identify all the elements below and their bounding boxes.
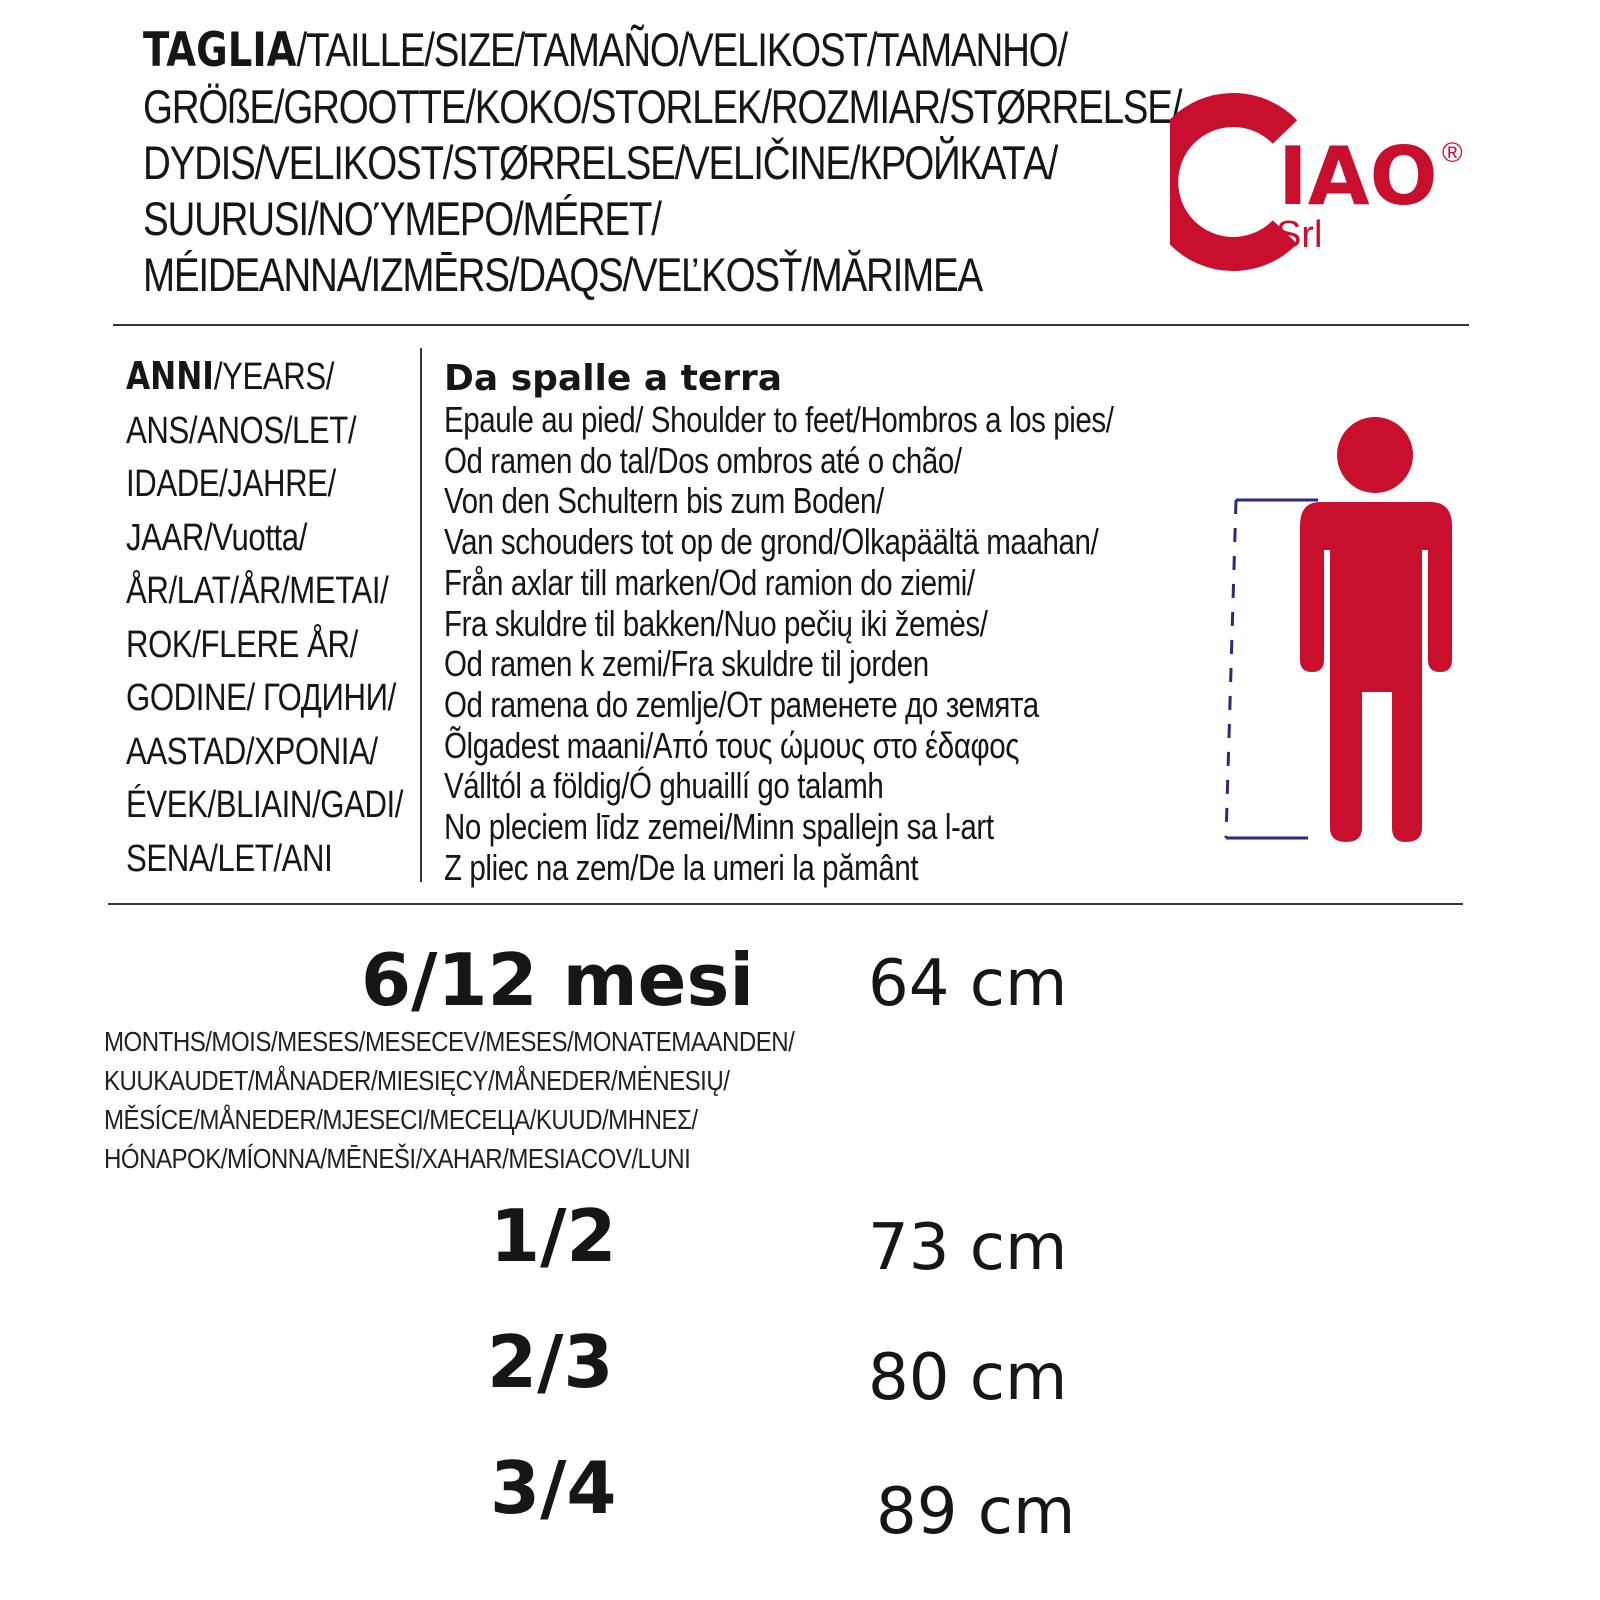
measurement-line: Z pliec na zem/De la umeri la pământ <box>444 846 919 888</box>
logo-suffix: Srl <box>1276 214 1323 256</box>
size-heading-line-3: DYDIS/VELIKOST/STØRRELSE/VELIČINE/КРОЙКАТА/ <box>143 136 1058 189</box>
years-line: ROK/FLERE ÅR/ <box>126 623 358 666</box>
size-heading-line-4: SUURUSI/ΝΟΎΜΕΡΟ/MÉRET/ <box>143 192 661 245</box>
size-label: 1/2 <box>490 1194 617 1278</box>
size-value: 73 cm <box>868 1211 1068 1285</box>
measurement-line: Från axlar till marken/Od ramion do ziemi/ <box>444 561 975 603</box>
size-label: 2/3 <box>487 1320 614 1404</box>
logo-letters: IAO <box>1278 130 1438 223</box>
registered-mark: ® <box>1442 137 1463 168</box>
years-line: ÉVEK/BLIAIN/GADI/ <box>126 784 404 826</box>
measurement-line: Van schouders tot op de grond/Olkapäältä maahan/ <box>444 521 1099 563</box>
years-line: ANS/ANOS/LET/ <box>126 409 357 452</box>
measurement-title: Da spalle a terra <box>444 358 783 399</box>
years-line: GODINE/ ГОДИНИ/ <box>126 677 396 719</box>
table-divider <box>108 903 1463 905</box>
measurement-line: No pleciem līdz zemei/Minn spallejn sa l-art <box>444 806 994 848</box>
size-value: 80 cm <box>868 1341 1068 1415</box>
years-line: AASTAD/ΧΡΟΝΙΑ/ <box>126 730 378 773</box>
measurement-line: Fra skuldre til bakken/Nuo pečių iki žemės/ <box>444 602 988 644</box>
months-line: MĚSÍCE/MÅNEDER/MJESECI/МЕСЕЦА/KUUD/ΜΗΝΕΣ/ <box>104 1104 698 1135</box>
measurement-line: Od ramen do tal/Dos ombros até o chão/ <box>444 439 962 481</box>
size-heading-line-1: TAGLIA/TAILLE/SIZE/TAMAÑO/VELIKOST/TAMANHO/ <box>143 23 1067 78</box>
years-column <box>126 350 426 886</box>
size-heading-line-2: GRÖßE/GROOTTE/KOKO/STORLEK/ROZMIAR/STØRRELSE/ <box>143 80 1182 133</box>
months-line: MONTHS/MOIS/MESES/MESECEV/MESES/MONATEMAANDEN/ <box>104 1026 795 1057</box>
months-translations <box>104 1022 864 1178</box>
measurement-line: Von den Schultern bis zum Boden/ <box>444 480 884 522</box>
measurement-line: Válltól a földig/Ó ghuaillí go talamh <box>444 765 884 807</box>
years-line: JAAR/Vuotta/ <box>126 516 307 559</box>
size-label: 3/4 <box>490 1446 617 1530</box>
size-heading-line-5: MÉIDEANNA/IZMĒRS/DAQS/VEĽKOSŤ/MĂRIMEA <box>143 248 982 301</box>
measurement-line: Epaule au pied/ Shoulder to feet/Hombros a los pies/ <box>444 399 1114 440</box>
years-line: ÅR/LAT/ÅR/METAI/ <box>126 570 389 612</box>
years-line: ANNI/YEARS/ <box>126 354 334 398</box>
months-line: HÓNAPOK/MÍONNA/MĒNEŠI/XAHAR/MESIACOV/LUNI <box>104 1143 691 1174</box>
size-heading <box>143 22 1183 303</box>
ciao-logo <box>1170 92 1500 272</box>
years-line: SENA/LET/ANI <box>126 837 333 880</box>
measurement-line: Od ramena do zemlje/От раменете до земята <box>444 683 1039 725</box>
size-value: 64 cm <box>868 947 1068 1021</box>
measurement-line: Õlgadest maani/Από τους ώμους στο έδαφος <box>444 724 1020 766</box>
measurement-column <box>444 358 1224 888</box>
measurement-line: Od ramen k zemi/Fra skuldre til jorden <box>444 643 929 685</box>
months-line: KUUKAUDET/MÅNADER/MIESIĘCY/MÅNEDER/MĖNESIŲ/ <box>104 1065 730 1096</box>
person-icon <box>1220 410 1490 860</box>
years-line: IDADE/JAHRE/ <box>126 463 336 505</box>
size-label: 6/12 mesi <box>361 938 755 1022</box>
header-divider <box>113 324 1469 326</box>
size-value: 89 cm <box>876 1475 1076 1549</box>
